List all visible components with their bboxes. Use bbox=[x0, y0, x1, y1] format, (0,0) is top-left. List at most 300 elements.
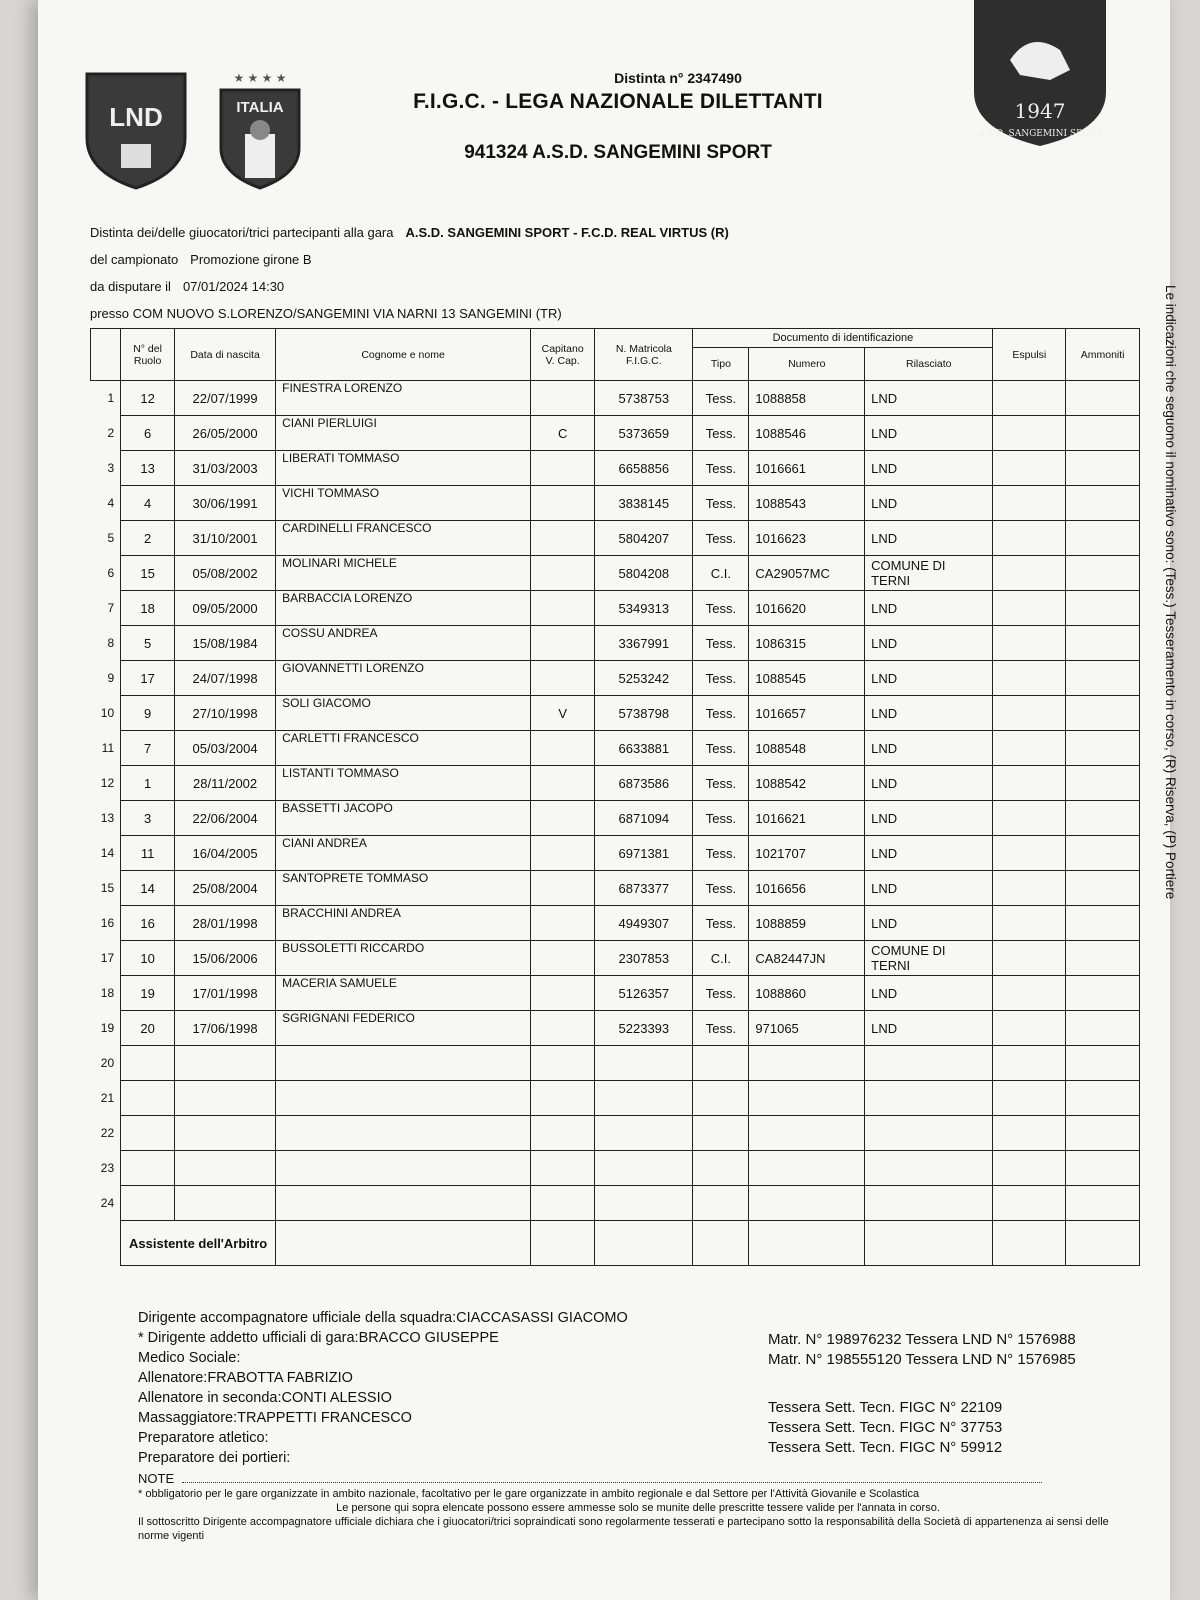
roster-matr: 5738798 bbox=[595, 696, 693, 731]
roster-matr bbox=[595, 1186, 693, 1221]
roster-num: 5 bbox=[121, 626, 175, 661]
roster-numero: 1016620 bbox=[749, 591, 865, 626]
roster-matr: 6971381 bbox=[595, 836, 693, 871]
row-number: 23 bbox=[100, 1161, 115, 1175]
note-sottoscritto: Il sottoscritto Dirigente accompagnatore ufficiale dichiara che i giuocatori/trici sopraindicati sono regolarmente tesserati e partecipano sotto la responsabilità della Società di appartenenza ai sensi delle norme vigenti bbox=[138, 1516, 1109, 1542]
roster-matr: 3367991 bbox=[595, 626, 693, 661]
row-number: 10 bbox=[100, 706, 115, 720]
roster-dob bbox=[175, 1116, 276, 1151]
roster-rilasciato: LND bbox=[865, 486, 993, 521]
roster-dob: 17/06/1998 bbox=[175, 1011, 276, 1046]
table-row bbox=[91, 766, 1140, 801]
italia-logo-text: ITALIA bbox=[236, 99, 284, 116]
roster-name: BRACCHINI ANDREA bbox=[276, 906, 531, 941]
roster-rilasciato bbox=[865, 1046, 993, 1081]
roster-name bbox=[276, 1046, 531, 1081]
roster-tipo: C.I. bbox=[693, 556, 749, 591]
roster-tipo bbox=[693, 1186, 749, 1221]
roster-espulsi bbox=[993, 1186, 1066, 1221]
roster-num: 4 bbox=[121, 486, 175, 521]
roster-name bbox=[276, 1116, 531, 1151]
roster-numero bbox=[749, 1081, 865, 1116]
presso-value: presso COM NUOVO S.LORENZO/SANGEMINI VIA NARNI 13 SANGEMINI (TR) bbox=[90, 306, 562, 321]
row-number: 12 bbox=[100, 776, 115, 790]
roster-num: 19 bbox=[121, 976, 175, 1011]
club-logo-year: 1947 bbox=[1014, 99, 1066, 123]
roster-numero bbox=[749, 1116, 865, 1151]
roster-ammoniti bbox=[1066, 731, 1140, 766]
roster-ammoniti bbox=[1066, 1046, 1140, 1081]
roster-ammoniti bbox=[1066, 661, 1140, 696]
italia-logo-icon bbox=[207, 68, 313, 190]
roster-num bbox=[121, 1116, 175, 1151]
roster-num: 16 bbox=[121, 906, 175, 941]
roster-espulsi bbox=[993, 836, 1066, 871]
roster-dob: 28/01/1998 bbox=[175, 906, 276, 941]
distinta-number: Distinta n° 2347490 bbox=[614, 70, 742, 86]
roster-rilasciato: LND bbox=[865, 801, 993, 836]
roster-ammoniti bbox=[1066, 1151, 1140, 1186]
roster-espulsi bbox=[993, 1011, 1066, 1046]
roster-cap bbox=[531, 836, 595, 871]
roster-dob: 30/06/1991 bbox=[175, 486, 276, 521]
table-row bbox=[91, 591, 1140, 626]
roster-ammoniti bbox=[1066, 941, 1140, 976]
table-row bbox=[91, 626, 1140, 661]
sangemini-logo-icon bbox=[970, 0, 1110, 148]
roster-rilasciato: LND bbox=[865, 731, 993, 766]
roster-numero: 1016621 bbox=[749, 801, 865, 836]
roster-dob bbox=[175, 1046, 276, 1081]
table-row bbox=[91, 661, 1140, 696]
roster-matr: 4949307 bbox=[595, 906, 693, 941]
roster-numero: CA29057MC bbox=[749, 556, 865, 591]
roster-tipo: Tess. bbox=[693, 416, 749, 451]
players-body bbox=[91, 381, 1140, 1221]
staff-line: Preparatore atletico: bbox=[138, 1430, 269, 1446]
roster-ammoniti bbox=[1066, 696, 1140, 731]
roster-rilasciato: LND bbox=[865, 661, 993, 696]
roster-rilasciato: LND bbox=[865, 416, 993, 451]
roster-name: SGRIGNANI FEDERICO bbox=[276, 1011, 531, 1046]
roster-cap bbox=[531, 626, 595, 661]
roster-name: CARLETTI FRANCESCO bbox=[276, 731, 531, 766]
roster-dob: 31/03/2003 bbox=[175, 451, 276, 486]
roster-espulsi bbox=[993, 1116, 1066, 1151]
roster-tipo: C.I. bbox=[693, 941, 749, 976]
roster-numero: 1016656 bbox=[749, 871, 865, 906]
roster-matr: 6633881 bbox=[595, 731, 693, 766]
roster-rilasciato: LND bbox=[865, 836, 993, 871]
roster-tipo: Tess. bbox=[693, 591, 749, 626]
roster-espulsi bbox=[993, 941, 1066, 976]
side-note: Le indicazioni che seguono il nominativo sono: (Tess.) Tesseramento in corso, (R) Riserva, (P) Portiere bbox=[1163, 285, 1178, 900]
data-value: 07/01/2024 14:30 bbox=[182, 279, 285, 294]
roster-espulsi bbox=[993, 801, 1066, 836]
roster-cap bbox=[531, 1151, 595, 1186]
gara-value: A.S.D. SANGEMINI SPORT - F.C.D. REAL VIRTUS (R) bbox=[405, 225, 729, 240]
roster-rilasciato: LND bbox=[865, 451, 993, 486]
roster-num bbox=[121, 1186, 175, 1221]
table-row bbox=[91, 1186, 1140, 1221]
roster-numero: 1016657 bbox=[749, 696, 865, 731]
roster-ammoniti bbox=[1066, 1011, 1140, 1046]
note-obbligatorio: * obbligatorio per le gare organizzate in ambito nazionale, facoltativo per le gare organizzate in ambito regionale e dal Settore per l'Attività Giovanile e Scolastica bbox=[138, 1488, 920, 1500]
roster-tipo: Tess. bbox=[693, 766, 749, 801]
roster-matr: 5253242 bbox=[595, 661, 693, 696]
row-number: 3 bbox=[107, 461, 115, 475]
staff-line: Preparatore dei portieri: bbox=[138, 1450, 291, 1466]
roster-rilasciato: COMUNE DI TERNI bbox=[865, 556, 993, 591]
roster-numero: 1021707 bbox=[749, 836, 865, 871]
roster-ammoniti bbox=[1066, 591, 1140, 626]
lega-title: F.I.G.C. - LEGA NAZIONALE DILETTANTI bbox=[413, 90, 823, 113]
roster-espulsi bbox=[993, 416, 1066, 451]
roster-rilasciato: LND bbox=[865, 521, 993, 556]
roster-name: SOLI GIACOMO bbox=[276, 696, 531, 731]
roster-cap bbox=[531, 1046, 595, 1081]
roster-rilasciato: LND bbox=[865, 906, 993, 941]
roster-espulsi bbox=[993, 451, 1066, 486]
roster-cap bbox=[531, 1011, 595, 1046]
roster-numero: CA82447JN bbox=[749, 941, 865, 976]
roster-cap: V bbox=[531, 696, 595, 731]
roster-espulsi bbox=[993, 766, 1066, 801]
roster-cap bbox=[531, 381, 595, 416]
table-row bbox=[91, 451, 1140, 486]
roster-ammoniti bbox=[1066, 1081, 1140, 1116]
table-row bbox=[91, 521, 1140, 556]
roster-num bbox=[121, 1081, 175, 1116]
roster-ammoniti bbox=[1066, 556, 1140, 591]
staff-line: * Dirigente addetto ufficiali di gara:BRACCO GIUSEPPE bbox=[138, 1330, 499, 1346]
roster-cap bbox=[531, 556, 595, 591]
roster-matr: 3838145 bbox=[595, 486, 693, 521]
roster-matr: 5738753 bbox=[595, 381, 693, 416]
roster-numero bbox=[749, 1186, 865, 1221]
table-row bbox=[91, 731, 1140, 766]
roster-cap bbox=[531, 1081, 595, 1116]
roster-matr: 6873586 bbox=[595, 766, 693, 801]
roster-espulsi bbox=[993, 556, 1066, 591]
roster-espulsi bbox=[993, 1046, 1066, 1081]
data-label: da disputare il bbox=[90, 279, 171, 294]
roster-num bbox=[121, 1151, 175, 1186]
roster-name: MOLINARI MICHELE bbox=[276, 556, 531, 591]
roster-dob bbox=[175, 1186, 276, 1221]
roster-dob bbox=[175, 1081, 276, 1116]
roster-num: 12 bbox=[121, 381, 175, 416]
roster-name: CIANI ANDREA bbox=[276, 836, 531, 871]
roster-ammoniti bbox=[1066, 836, 1140, 871]
table-row bbox=[91, 1011, 1140, 1046]
table-row bbox=[91, 871, 1140, 906]
row-number: 5 bbox=[107, 531, 115, 545]
roster-num: 20 bbox=[121, 1011, 175, 1046]
roster-numero: 1088542 bbox=[749, 766, 865, 801]
roster-espulsi bbox=[993, 696, 1066, 731]
roster-matr: 6658856 bbox=[595, 451, 693, 486]
roster-tipo: Tess. bbox=[693, 696, 749, 731]
roster-tipo bbox=[693, 1081, 749, 1116]
roster-tipo: Tess. bbox=[693, 976, 749, 1011]
roster-tipo: Tess. bbox=[693, 521, 749, 556]
roster-espulsi bbox=[993, 661, 1066, 696]
roster-tipo bbox=[693, 1116, 749, 1151]
roster-espulsi bbox=[993, 381, 1066, 416]
players-table bbox=[90, 328, 1140, 1266]
row-number: 18 bbox=[100, 986, 115, 1000]
row-number: 7 bbox=[107, 601, 115, 615]
roster-num: 6 bbox=[121, 416, 175, 451]
row-number: 4 bbox=[107, 496, 115, 510]
roster-espulsi bbox=[993, 731, 1066, 766]
roster-numero: 1088548 bbox=[749, 731, 865, 766]
col-name: Cognome e nome bbox=[276, 329, 531, 381]
roster-cap: C bbox=[531, 416, 595, 451]
col-dob: Data di nascita bbox=[175, 329, 276, 381]
row-number: 24 bbox=[100, 1196, 115, 1210]
roster-ammoniti bbox=[1066, 766, 1140, 801]
roster-cap bbox=[531, 521, 595, 556]
roster-tipo bbox=[693, 1151, 749, 1186]
col-rilasciato: Rilasciato bbox=[865, 348, 993, 381]
staff-ids bbox=[768, 1330, 1148, 1458]
roster-dob: 15/06/2006 bbox=[175, 941, 276, 976]
svg-text:★ ★ ★ ★: ★ ★ ★ ★ bbox=[233, 71, 287, 85]
staff-line: Allenatore:FRABOTTA FABRIZIO bbox=[138, 1370, 353, 1386]
roster-cap bbox=[531, 766, 595, 801]
roster-matr: 5804208 bbox=[595, 556, 693, 591]
table-row bbox=[91, 416, 1140, 451]
document-header bbox=[358, 70, 878, 164]
roster-dob: 26/05/2000 bbox=[175, 416, 276, 451]
roster-tipo: Tess. bbox=[693, 801, 749, 836]
dirigente2-id: Matr. N° 198555120 Tessera LND N° 1576985 bbox=[768, 1351, 1076, 1368]
roster-name: SANTOPRETE TOMMASO bbox=[276, 871, 531, 906]
roster-rilasciato bbox=[865, 1186, 993, 1221]
roster-num bbox=[121, 1046, 175, 1081]
roster-numero: 1016661 bbox=[749, 451, 865, 486]
col-ammoniti: Ammoniti bbox=[1066, 329, 1140, 381]
table-row bbox=[91, 976, 1140, 1011]
roster-dob bbox=[175, 1151, 276, 1186]
roster-name: CARDINELLI FRANCESCO bbox=[276, 521, 531, 556]
roster-ammoniti bbox=[1066, 801, 1140, 836]
row-number: 22 bbox=[100, 1126, 115, 1140]
roster-espulsi bbox=[993, 521, 1066, 556]
roster-rilasciato: LND bbox=[865, 766, 993, 801]
roster-name: VICHI TOMMASO bbox=[276, 486, 531, 521]
roster-num: 17 bbox=[121, 661, 175, 696]
roster-num: 11 bbox=[121, 836, 175, 871]
roster-cap bbox=[531, 486, 595, 521]
roster-espulsi bbox=[993, 591, 1066, 626]
roster-dob: 31/10/2001 bbox=[175, 521, 276, 556]
assistant-cell bbox=[276, 1221, 531, 1266]
row-number: 6 bbox=[107, 566, 115, 580]
roster-espulsi bbox=[993, 626, 1066, 661]
roster-matr: 2307853 bbox=[595, 941, 693, 976]
roster-dob: 15/08/1984 bbox=[175, 626, 276, 661]
roster-tipo bbox=[693, 1046, 749, 1081]
roster-numero: 1016623 bbox=[749, 521, 865, 556]
table-row bbox=[91, 1046, 1140, 1081]
staff-line: Massaggiatore:TRAPPETTI FRANCESCO bbox=[138, 1410, 412, 1426]
table-row bbox=[91, 381, 1140, 416]
note-label: NOTE bbox=[138, 1471, 175, 1486]
roster-name: GIOVANNETTI LORENZO bbox=[276, 661, 531, 696]
roster-dob: 16/04/2005 bbox=[175, 836, 276, 871]
roster-numero: 1088543 bbox=[749, 486, 865, 521]
roster-tipo: Tess. bbox=[693, 661, 749, 696]
col-numero: Numero bbox=[749, 348, 865, 381]
roster-numero bbox=[749, 1151, 865, 1186]
roster-ammoniti bbox=[1066, 451, 1140, 486]
row-number: 14 bbox=[100, 846, 115, 860]
roster-matr: 5804207 bbox=[595, 521, 693, 556]
roster-tipo: Tess. bbox=[693, 906, 749, 941]
row-number: 1 bbox=[107, 391, 115, 406]
roster-dob: 05/08/2002 bbox=[175, 556, 276, 591]
lnd-logo-text: LND bbox=[109, 102, 163, 132]
roster-num: 7 bbox=[121, 731, 175, 766]
table-row bbox=[91, 1151, 1140, 1186]
row-number: 15 bbox=[100, 881, 115, 895]
roster-ammoniti bbox=[1066, 976, 1140, 1011]
roster-ammoniti bbox=[1066, 381, 1140, 416]
roster-matr bbox=[595, 1116, 693, 1151]
roster-name: BUSSOLETTI RICCARDO bbox=[276, 941, 531, 976]
roster-rilasciato: LND bbox=[865, 696, 993, 731]
roster-rilasciato: LND bbox=[865, 1011, 993, 1046]
roster-espulsi bbox=[993, 1151, 1066, 1186]
roster-name bbox=[276, 1186, 531, 1221]
col-espulsi: Espulsi bbox=[993, 329, 1066, 381]
roster-tipo: Tess. bbox=[693, 871, 749, 906]
roster-cap bbox=[531, 976, 595, 1011]
row-number: 17 bbox=[100, 951, 115, 965]
roster-ammoniti bbox=[1066, 1186, 1140, 1221]
lnd-logo-icon bbox=[83, 68, 189, 190]
campionato-value: Promozione girone B bbox=[190, 252, 312, 267]
row-number: 8 bbox=[107, 636, 115, 650]
roster-ammoniti bbox=[1066, 906, 1140, 941]
roster-cap bbox=[531, 451, 595, 486]
roster-rilasciato: LND bbox=[865, 591, 993, 626]
roster-rilasciato bbox=[865, 1116, 993, 1151]
row-number: 13 bbox=[100, 811, 115, 825]
roster-matr bbox=[595, 1151, 693, 1186]
row-number: 11 bbox=[101, 741, 115, 755]
roster-tipo: Tess. bbox=[693, 626, 749, 661]
roster-rilasciato: COMUNE DI TERNI bbox=[865, 941, 993, 976]
roster-ammoniti bbox=[1066, 521, 1140, 556]
roster-dob: 17/01/1998 bbox=[175, 976, 276, 1011]
col-matr: N. Matricola F.I.G.C. bbox=[595, 329, 693, 381]
row-number: 19 bbox=[100, 1021, 115, 1035]
roster-cap bbox=[531, 1186, 595, 1221]
roster-dob: 24/07/1998 bbox=[175, 661, 276, 696]
roster-numero: 1088859 bbox=[749, 906, 865, 941]
roster-dob: 22/07/1999 bbox=[175, 381, 276, 416]
roster-ammoniti bbox=[1066, 871, 1140, 906]
col-tipo: Tipo bbox=[693, 348, 749, 381]
roster-numero: 1086315 bbox=[749, 626, 865, 661]
roster-dob: 28/11/2002 bbox=[175, 766, 276, 801]
roster-num: 1 bbox=[121, 766, 175, 801]
roster-cap bbox=[531, 801, 595, 836]
roster-num: 3 bbox=[121, 801, 175, 836]
roster-rilasciato: LND bbox=[865, 976, 993, 1011]
roster-name: LISTANTI TOMMASO bbox=[276, 766, 531, 801]
roster-name: MACERIA SAMUELE bbox=[276, 976, 531, 1011]
roster-matr bbox=[595, 1081, 693, 1116]
roster-ammoniti bbox=[1066, 1116, 1140, 1151]
roster-num: 14 bbox=[121, 871, 175, 906]
match-info bbox=[90, 219, 1140, 327]
col-doc-group: Documento di identificazione bbox=[693, 329, 993, 348]
notes bbox=[138, 1472, 1138, 1543]
roster-dob: 22/06/2004 bbox=[175, 801, 276, 836]
roster-name: BARBACCIA LORENZO bbox=[276, 591, 531, 626]
roster-rilasciato: LND bbox=[865, 871, 993, 906]
table-row bbox=[91, 941, 1140, 976]
roster-tipo: Tess. bbox=[693, 1011, 749, 1046]
roster-num: 2 bbox=[121, 521, 175, 556]
table-row bbox=[91, 906, 1140, 941]
roster-numero: 971065 bbox=[749, 1011, 865, 1046]
roster-cap bbox=[531, 591, 595, 626]
roster-name: COSSU ANDREA bbox=[276, 626, 531, 661]
roster-matr bbox=[595, 1046, 693, 1081]
row-number: 16 bbox=[100, 916, 115, 930]
table-row bbox=[91, 1081, 1140, 1116]
roster-name: FINESTRA LORENZO bbox=[276, 381, 531, 416]
roster-dob: 09/05/2000 bbox=[175, 591, 276, 626]
roster-num: 10 bbox=[121, 941, 175, 976]
roster-matr: 5223393 bbox=[595, 1011, 693, 1046]
roster-espulsi bbox=[993, 871, 1066, 906]
roster-espulsi bbox=[993, 486, 1066, 521]
roster-name bbox=[276, 1081, 531, 1116]
dirigente1-id: Matr. N° 198976232 Tessera LND N° 1576988 bbox=[768, 1331, 1076, 1348]
roster-tipo: Tess. bbox=[693, 731, 749, 766]
massaggiatore-id: Tessera Sett. Tecn. FIGC N° 59912 bbox=[768, 1439, 1003, 1456]
table-row bbox=[91, 1116, 1140, 1151]
roster-rilasciato bbox=[865, 1151, 993, 1186]
staff-list bbox=[138, 1308, 768, 1468]
roster-numero: 1088860 bbox=[749, 976, 865, 1011]
roster-espulsi bbox=[993, 906, 1066, 941]
club-logo-name: A.S.D. SANGEMINI SPORT bbox=[977, 129, 1103, 139]
note-persone: Le persone qui sopra elencate possono essere ammesse solo se munite delle prescritte tessere valide per l'annata in corso. bbox=[336, 1502, 940, 1514]
roster-num: 13 bbox=[121, 451, 175, 486]
roster-cap bbox=[531, 871, 595, 906]
roster-rilasciato: LND bbox=[865, 381, 993, 416]
roster-cap bbox=[531, 1116, 595, 1151]
roster-dob: 27/10/1998 bbox=[175, 696, 276, 731]
table-row bbox=[91, 836, 1140, 871]
roster-name: LIBERATI TOMMASO bbox=[276, 451, 531, 486]
assistant-label: Assistente dell'Arbitro bbox=[121, 1221, 276, 1266]
roster-numero: 1088546 bbox=[749, 416, 865, 451]
roster-numero bbox=[749, 1046, 865, 1081]
roster-matr: 6873377 bbox=[595, 871, 693, 906]
club-title: 941324 A.S.D. SANGEMINI SPORT bbox=[464, 142, 772, 163]
roster-cap bbox=[531, 661, 595, 696]
roster-tipo: Tess. bbox=[693, 486, 749, 521]
